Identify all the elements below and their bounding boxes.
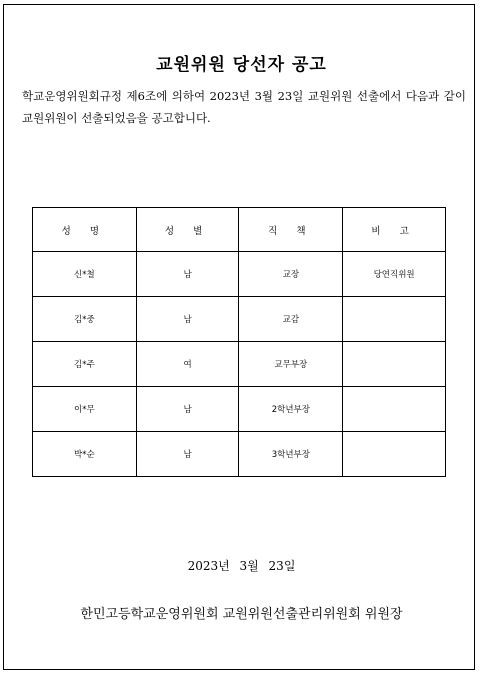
cell-gender: 남: [136, 297, 239, 342]
table-row: [33, 297, 446, 342]
header-position: 직 책: [239, 208, 343, 252]
table-row: [33, 252, 446, 297]
table-row: [33, 387, 446, 432]
cell-note: [343, 342, 446, 387]
winners-table: [32, 207, 446, 477]
cell-position: 교감: [239, 297, 343, 342]
announcement-text: 학교운영위원회규정 제6조에 의하여 2023년 3월 23일 교원위원 선출에서 다음과 같이 교원위원이 선출되었음을 공고합니다.: [22, 89, 466, 125]
cell-position: 3학년부장: [239, 432, 343, 477]
header-note: 비 고: [343, 208, 446, 252]
table-row: [33, 342, 446, 387]
cell-name: 이*무: [33, 387, 137, 432]
cell-name: 박*순: [33, 432, 137, 477]
cell-name: 김*주: [33, 342, 137, 387]
header-gender: 성 별: [136, 208, 239, 252]
cell-name: 신*철: [33, 252, 137, 297]
cell-gender: 남: [136, 252, 239, 297]
cell-position: 교장: [239, 252, 343, 297]
announcement-date: 2023년 3월 23일: [187, 559, 296, 573]
table-row: [33, 432, 446, 477]
cell-note: [343, 432, 446, 477]
cell-gender: 남: [136, 432, 239, 477]
document-title: 교원위원 당선자 공고: [156, 55, 327, 75]
signature-line: 한민고등학교운영위원회 교원위원선출관리위원회 위원장: [80, 607, 403, 622]
header-name: 성 명: [33, 208, 137, 252]
cell-gender: 여: [136, 342, 239, 387]
cell-note: [343, 297, 446, 342]
table-header-row: [33, 208, 446, 252]
cell-note: 당연직위원: [343, 252, 446, 297]
cell-position: 교무부장: [239, 342, 343, 387]
cell-name: 김*중: [33, 297, 137, 342]
cell-note: [343, 387, 446, 432]
cell-gender: 남: [136, 387, 239, 432]
cell-position: 2학년부장: [239, 387, 343, 432]
